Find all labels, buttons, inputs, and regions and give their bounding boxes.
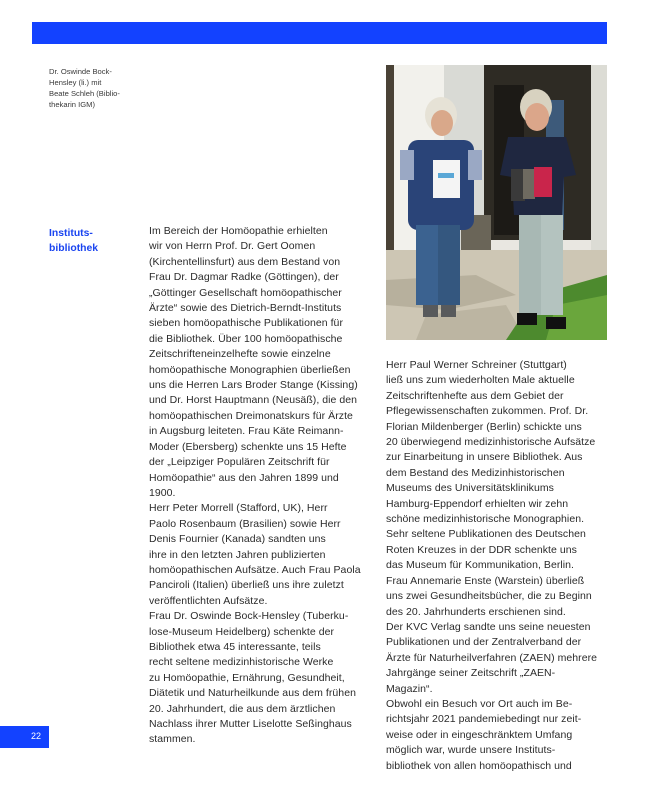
text-line: weise oder in eingeschränktem Umfang — [386, 728, 573, 741]
text-line: möglich war, wurde unsere Instituts- — [386, 744, 556, 757]
text-line: Homöopathie“ aus den Jahren 1899 und — [149, 471, 339, 484]
text-line: schöne medizinhistorische Monographien. — [386, 513, 585, 526]
text-line: Ärzte“ sowie des Dietrich-Berndt-Instituts — [149, 302, 342, 315]
text-line: Der KVC Verlag sandte uns seine neuesten — [386, 620, 591, 633]
page-number: 22 — [30, 731, 41, 741]
text-line: (Kirchentellinsfurt) aus dem Bestand von — [149, 255, 341, 268]
text-line: Pflegewissenschaften zukommen. Prof. Dr. — [386, 405, 589, 418]
text-line: homöopathischen Aufsätze. Auch Frau Paola — [149, 563, 361, 576]
photo-caption — [49, 66, 149, 110]
text-line: Sehr seltene Publikationen des Deutschen — [386, 528, 586, 541]
text-line: ließ uns zum wiederholten Male aktuelle — [386, 374, 575, 387]
text-line: und Dr. Horst Hauptmann (Neusäß), die den — [149, 394, 358, 407]
text-line: Museums des Universitätsklinikums — [386, 482, 554, 495]
section-label — [49, 226, 98, 257]
body-text-right-column — [386, 358, 611, 774]
photo-two-women-with-books — [386, 65, 607, 340]
text-line: Frau Annemarie Enste (Warstein) überließ — [386, 574, 585, 587]
text-line: Moder (Ebersberg) schenkte uns 15 Hefte — [149, 440, 347, 453]
text-line: Publikationen und der Zentralverband der — [386, 636, 582, 649]
text-line: in Augsburg leiteten. Frau Käte Reimann- — [149, 425, 344, 438]
section-label-line: bibliothek — [49, 243, 99, 255]
text-line: Frau Dr. Dagmar Radke (Göttingen), der — [149, 271, 339, 284]
text-line: sieben homöopathische Publikationen für — [149, 317, 343, 330]
text-line: Bibliothek etwa 45 interessante, teils — [149, 640, 321, 653]
text-line: Paolo Rosenbaum (Brasilien) sowie Herr — [149, 517, 341, 530]
text-line: zur Einarbeitung in unsere Bibliothek. Aus — [386, 451, 583, 464]
header-color-bar — [32, 22, 607, 44]
text-line: wir von Herrn Prof. Dr. Gert Oomen — [149, 240, 316, 253]
text-line: „Göttinger Gesellschaft homöopathischer — [149, 286, 342, 299]
text-line: Jahrgänge seiner Zeitschrift „ZAEN- — [386, 667, 556, 680]
text-line: Zeitschriftenhefte aus dem Gebiet der — [386, 389, 564, 402]
text-line: Nachlass ihrer Mutter Liselotte Seßinghaus — [149, 718, 352, 730]
text-line: Herr Peter Morrell (Stafford, UK), Herr — [149, 502, 328, 515]
text-line: ihre in den letzten Jahren publizierten — [149, 548, 326, 561]
text-line: Florian Mildenberger (Berlin) schickte uns — [386, 420, 582, 433]
text-line: Im Bereich der Homöopathie erhielten — [149, 225, 328, 237]
text-line: homöopathische Monographien überließen — [149, 363, 351, 376]
caption-line: Dr. Oswinde Bock- — [49, 67, 112, 76]
caption-line: Beate Schleh (Biblio- — [49, 89, 120, 98]
text-line: Obwohl ein Besuch vor Ort auch im Be- — [386, 697, 573, 710]
text-line: homöopathischen Dreimonatskurs für Ärzte — [149, 409, 353, 422]
text-line: Roten Kreuzes in der DDR schenkte uns — [386, 543, 577, 556]
text-line: 1900. — [149, 486, 176, 499]
text-line: Panciroli (Italien) überließ uns ihre zuletzt — [149, 579, 344, 592]
text-line: uns zwei Gesundheitsbücher, die zu Beginn — [386, 590, 592, 603]
text-line: stammen. — [149, 733, 196, 746]
page-number-box — [0, 726, 49, 748]
text-line: lose-Museum Heidelberg) schenkte der — [149, 625, 335, 638]
text-line: Frau Dr. Oswinde Bock-Hensley (Tuberku- — [149, 610, 349, 623]
text-line: die Bibliothek. Über 100 homöopathische — [149, 332, 343, 345]
text-line: bibliothek von allen homöopathisch und — [386, 759, 572, 772]
text-line: der „Leipziger Populären Zeitschrift für — [149, 456, 330, 469]
text-line: dem Bestand des Medizinhistorischen — [386, 466, 565, 479]
text-line: Zeitschrifteneinzelhefte sowie einzelne — [149, 348, 331, 361]
text-line: uns die Herren Lars Broder Stange (Kissing) — [149, 379, 358, 392]
text-line: 20. Jahrhundert, die aus dem ärztlichen — [149, 702, 336, 715]
text-line: Ärzte für Naturheilverfahren (ZAEN) mehrere — [386, 651, 598, 664]
text-line: Hamburg-Eppendorf erhielten wir zehn — [386, 497, 569, 510]
text-line: zu Homöopathie, Ernährung, Gesundheit, — [149, 671, 345, 684]
text-line: 20 überwiegend medizinhistorische Aufsätze — [386, 436, 596, 449]
section-label-line: Instituts- — [49, 228, 93, 239]
text-line: Diätetik und Naturheilkunde aus dem frühen — [149, 687, 356, 700]
caption-line: Hensley (li.) mit — [49, 78, 102, 87]
text-line: Denis Fournier (Kanada) sandten uns — [149, 533, 326, 546]
text-line: das Museum für Kommunikation, Berlin. — [386, 559, 575, 572]
text-line: des 20. Jahrhunderts erschienen sind. — [386, 605, 566, 618]
text-line: veröffentlichten Aufsätze. — [149, 594, 268, 607]
text-line: Herr Paul Werner Schreiner (Stuttgart) — [386, 359, 567, 371]
text-line: richtsjahr 2021 pandemiebedingt nur zeit- — [386, 713, 582, 726]
text-line: recht seltene medizinhistorische Werke — [149, 656, 334, 669]
body-text-left-column — [149, 224, 379, 748]
text-line: Magazin“. — [386, 682, 433, 695]
caption-line: thekarin IGM) — [49, 100, 95, 109]
